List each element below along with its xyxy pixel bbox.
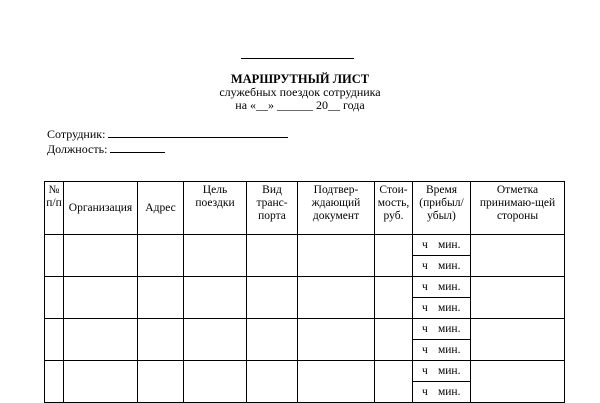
cell-document: [298, 319, 375, 361]
employee-field: [47, 127, 288, 141]
col-address: Адрес: [138, 182, 184, 235]
cell-time-departure: ч мин.: [413, 298, 471, 319]
route-table: [44, 181, 565, 403]
cell-number: [45, 235, 64, 277]
document-title: МАРШРУТНЫЙ ЛИСТ: [230, 72, 370, 86]
employee-label: Сотрудник:: [47, 127, 106, 141]
table-row: [45, 277, 565, 298]
col-organization: Организация: [64, 182, 138, 235]
col-time: Время (прибыл/ убыл): [413, 182, 471, 235]
position-blank: [110, 142, 165, 153]
cell-address: [138, 361, 184, 403]
cell-mark: [471, 277, 565, 319]
top-signature-line: [241, 58, 354, 59]
cell-time-arrival: ч мин.: [413, 277, 471, 298]
cell-time-departure: ч мин.: [413, 382, 471, 403]
cell-cost: [375, 235, 413, 277]
col-number: № п/п: [45, 182, 64, 235]
cell-document: [298, 361, 375, 403]
table-row: [45, 319, 565, 340]
cell-time-departure: ч мин.: [413, 340, 471, 361]
cell-transport: [247, 277, 298, 319]
cell-time-arrival: ч мин.: [413, 319, 471, 340]
cell-number: [45, 319, 64, 361]
cell-cost: [375, 319, 413, 361]
cell-purpose: [184, 319, 247, 361]
cell-cost: [375, 361, 413, 403]
cell-transport: [247, 319, 298, 361]
cell-number: [45, 361, 64, 403]
cell-address: [138, 235, 184, 277]
cell-organization: [64, 277, 138, 319]
cell-time-arrival: ч мин.: [413, 361, 471, 382]
cell-document: [298, 277, 375, 319]
position-field: [47, 142, 165, 156]
cell-address: [138, 277, 184, 319]
col-purpose: Цель поездки: [184, 182, 247, 235]
cell-purpose: [184, 361, 247, 403]
cell-purpose: [184, 277, 247, 319]
cell-mark: [471, 319, 565, 361]
table-row: [45, 235, 565, 256]
col-transport: Вид транс-порта: [247, 182, 298, 235]
cell-cost: [375, 277, 413, 319]
cell-transport: [247, 361, 298, 403]
col-document: Подтвер-ждающий документ: [298, 182, 375, 235]
cell-mark: [471, 361, 565, 403]
cell-time-departure: ч мин.: [413, 256, 471, 277]
cell-document: [298, 235, 375, 277]
employee-blank: [108, 127, 288, 138]
col-mark: Отметка принимаю-щей стороны: [471, 182, 565, 235]
cell-transport: [247, 235, 298, 277]
col-cost: Стои-мость, руб.: [375, 182, 413, 235]
table-row: [45, 361, 565, 382]
cell-number: [45, 277, 64, 319]
date-line: на «__» ______ 20__ года: [235, 98, 365, 112]
cell-organization: [64, 361, 138, 403]
cell-organization: [64, 235, 138, 277]
document-subtitle: служебных поездок сотрудника: [219, 85, 381, 99]
position-label: Должность:: [47, 142, 108, 156]
cell-mark: [471, 235, 565, 277]
cell-organization: [64, 319, 138, 361]
cell-address: [138, 319, 184, 361]
cell-time-arrival: ч мин.: [413, 235, 471, 256]
cell-purpose: [184, 235, 247, 277]
